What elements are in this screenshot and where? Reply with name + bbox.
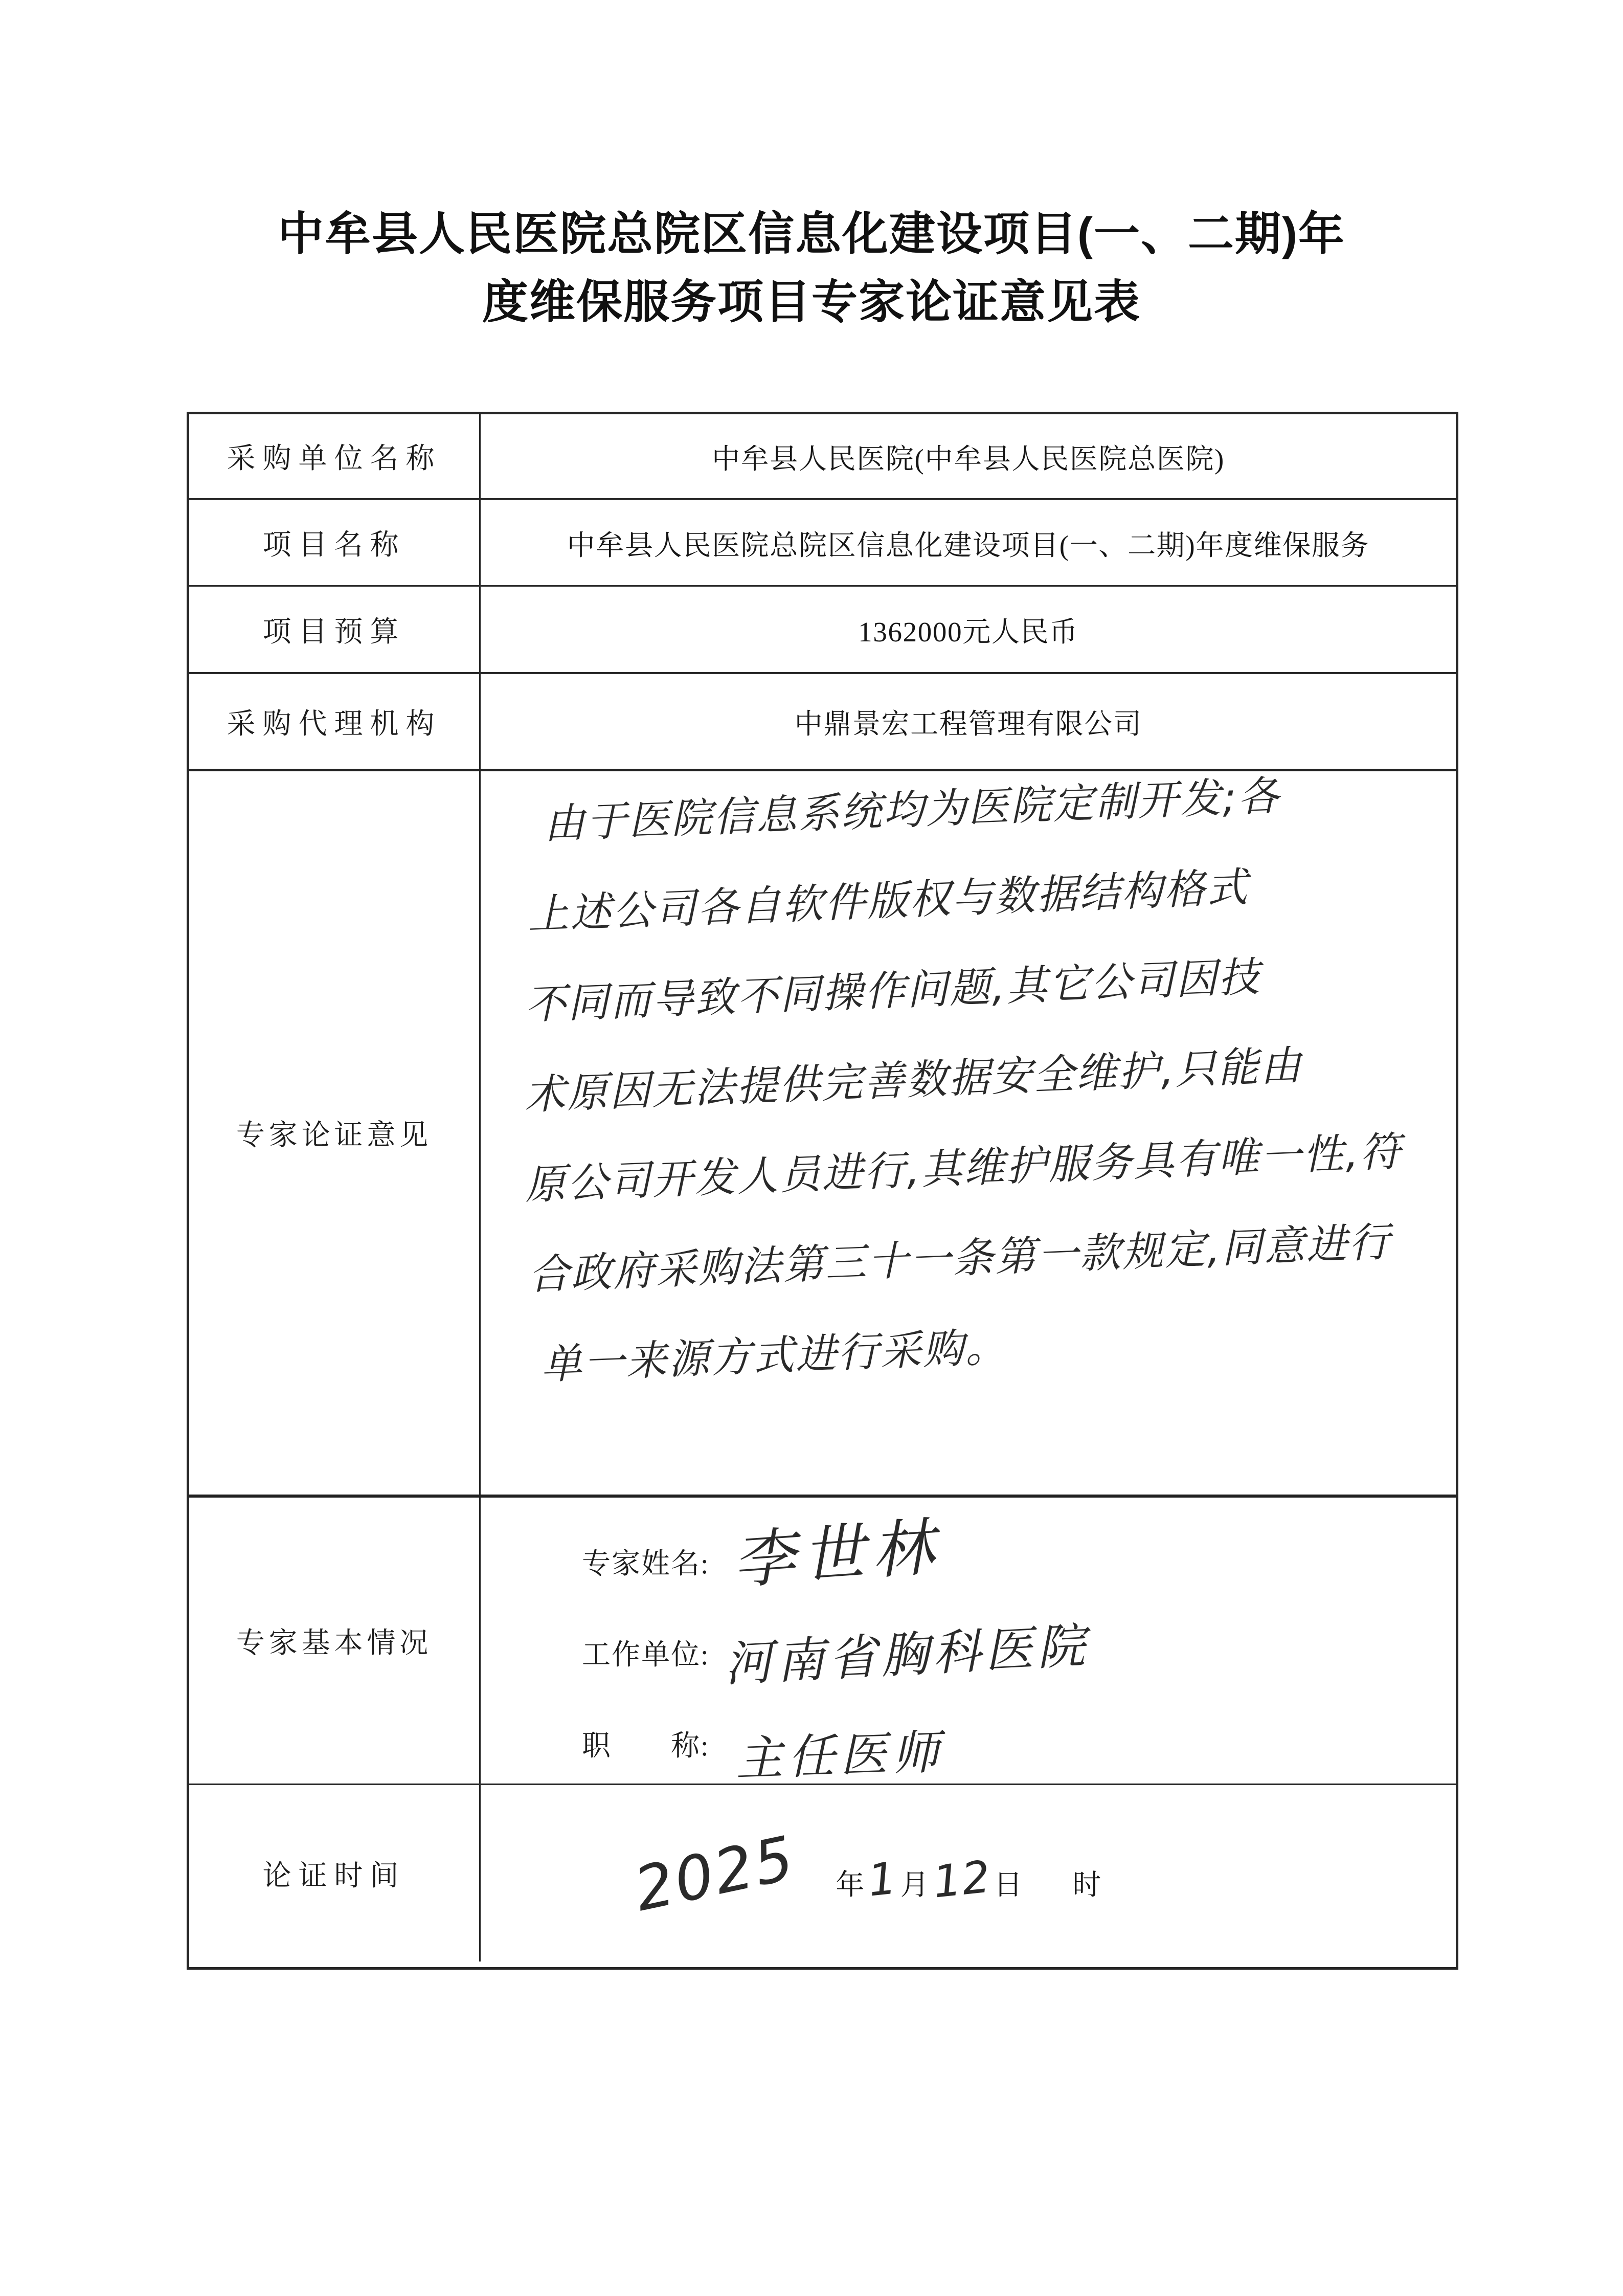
expert-name-field — [582, 1510, 1435, 1607]
review-time-row — [189, 1785, 1456, 1961]
expert-name-label: 专家姓名: — [582, 1548, 710, 1580]
expert-info-label: 专家基本情况 — [189, 1498, 481, 1784]
project-name-value: 中牟县人民医院总院区信息化建设项目(一、二期)年度维保服务 — [567, 529, 1370, 561]
job-title-field — [582, 1698, 1435, 1789]
review-time-value — [481, 1785, 1456, 1961]
project-budget-value: 1362000元人民币 — [858, 616, 1078, 648]
month-unit-label: 月 — [900, 1869, 930, 1901]
opinion-line: 原公司开发人员进行,其维护服务具有唯一性,符 — [524, 1127, 1403, 1209]
day-unit-label: 日 — [994, 1869, 1024, 1901]
expert-info-value — [481, 1498, 1456, 1787]
title-line-1: 中牟县人民医院总院区信息化建设项目(一、二期)年 — [278, 209, 1345, 260]
day-handwriting: 12 — [930, 1851, 994, 1908]
expert-opinion-label: 专家论证意见 — [189, 771, 481, 1495]
year-handwriting: 2025 — [628, 1822, 802, 1925]
expert-fields — [582, 1510, 1435, 1789]
opinion-line: 合政府采购法第三十一条第一款规定,同意进行 — [527, 1218, 1392, 1299]
month-handwriting: 1 — [866, 1852, 900, 1907]
expert-review-form-table — [187, 412, 1458, 1970]
year-unit-label: 年 — [836, 1869, 866, 1901]
review-time-label: 论证时间 — [189, 1785, 481, 1961]
title-line-2: 度维保服务项目专家论证意见表 — [482, 277, 1141, 328]
document-title — [0, 200, 1623, 337]
procurement-agency-value: 中鼎景宏工程管理有限公司 — [794, 708, 1142, 740]
job-title-handwriting: 主任医师 — [734, 1724, 945, 1787]
purchasing-unit-value: 中牟县人民医院(中牟县人民医院总医院) — [712, 443, 1225, 475]
project-name-row — [189, 500, 1456, 587]
opinion-line: 上述公司各自软件版权与数据结构格式 — [527, 863, 1250, 939]
purchasing-unit-row — [189, 414, 1456, 500]
project-budget-row — [189, 587, 1456, 674]
project-name-label: 项目名称 — [189, 500, 481, 585]
hour-unit-label: 时 — [1072, 1869, 1102, 1901]
expert-name-signature: 李世林 — [730, 1510, 943, 1597]
project-budget-label: 项目预算 — [189, 587, 481, 672]
job-title-label: 职 称: — [582, 1730, 710, 1762]
opinion-line: 术原因无法提供完善数据安全维护,只能由 — [523, 1041, 1303, 1119]
expert-opinion-row — [189, 771, 1456, 1498]
work-unit-handwriting: 河南省胸科医院 — [723, 1617, 1091, 1693]
opinion-line: 不同而导致不同操作问题,其它公司因技 — [524, 952, 1262, 1029]
review-time-content — [481, 1822, 1456, 1925]
procurement-agency-label: 采购代理机构 — [189, 674, 481, 769]
opinion-line: 由于医院信息系统均为医院定制开发;各 — [543, 772, 1281, 848]
opinion-line: 单一来源方式进行采购。 — [540, 1323, 1009, 1389]
expert-info-row — [189, 1498, 1456, 1785]
work-unit-label: 工作单位: — [582, 1639, 710, 1671]
procurement-agency-row — [189, 674, 1456, 771]
purchasing-unit-label: 采购单位名称 — [189, 414, 481, 498]
opinion-handwriting — [510, 769, 1473, 1389]
work-unit-field — [582, 1607, 1435, 1698]
expert-opinion-value — [481, 771, 1456, 1495]
